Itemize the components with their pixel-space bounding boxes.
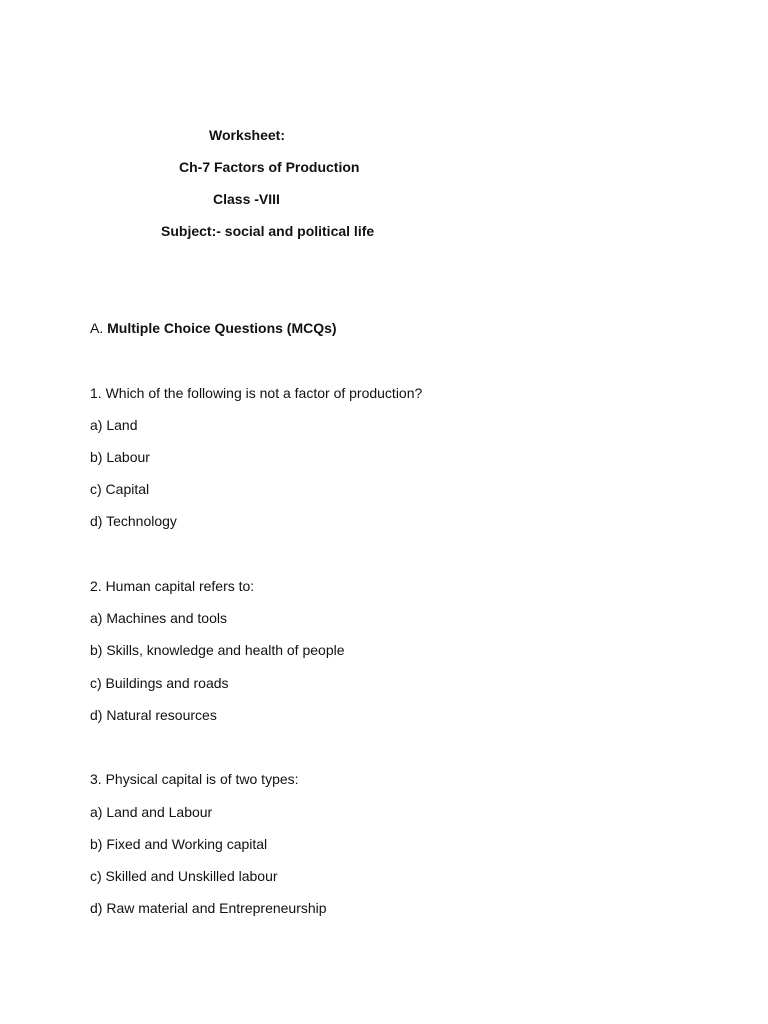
question-2-option-a: a) Machines and tools [90,610,227,626]
section-a-title: Multiple Choice Questions (MCQs) [107,320,337,336]
question-3: 3. Physical capital is of two types: [90,771,299,787]
question-2-option-c: c) Buildings and roads [90,675,229,691]
question-3-option-b: b) Fixed and Working capital [90,836,268,852]
question-3-option-d: d) Raw material and Entrepreneurship [90,900,327,916]
section-a-prefix: A. [90,320,104,336]
section-a-heading [90,321,337,335]
question-2: 2. Human capital refers to: [90,578,255,594]
question-1-option-d: d) Technology [90,513,177,529]
question-1-option-a: a) Land [90,417,138,433]
question-3-option-a: a) Land and Labour [90,804,213,820]
question-1-option-b: b) Labour [90,449,150,465]
question-2-option-b: b) Skills, knowledge and health of people [90,642,345,658]
question-2-option-d: d) Natural resources [90,707,217,723]
question-3-option-c: c) Skilled and Unskilled labour [90,868,278,884]
question-1-option-c: c) Capital [90,481,150,497]
chapter-title: Ch-7 Factors of Production [179,159,360,175]
worksheet-title: Worksheet: [209,127,285,143]
class-label: Class -VIII [213,191,280,207]
question-1: 1. Which of the following is not a factor of production? [90,385,423,401]
subject-label: Subject:- social and political life [161,223,375,239]
